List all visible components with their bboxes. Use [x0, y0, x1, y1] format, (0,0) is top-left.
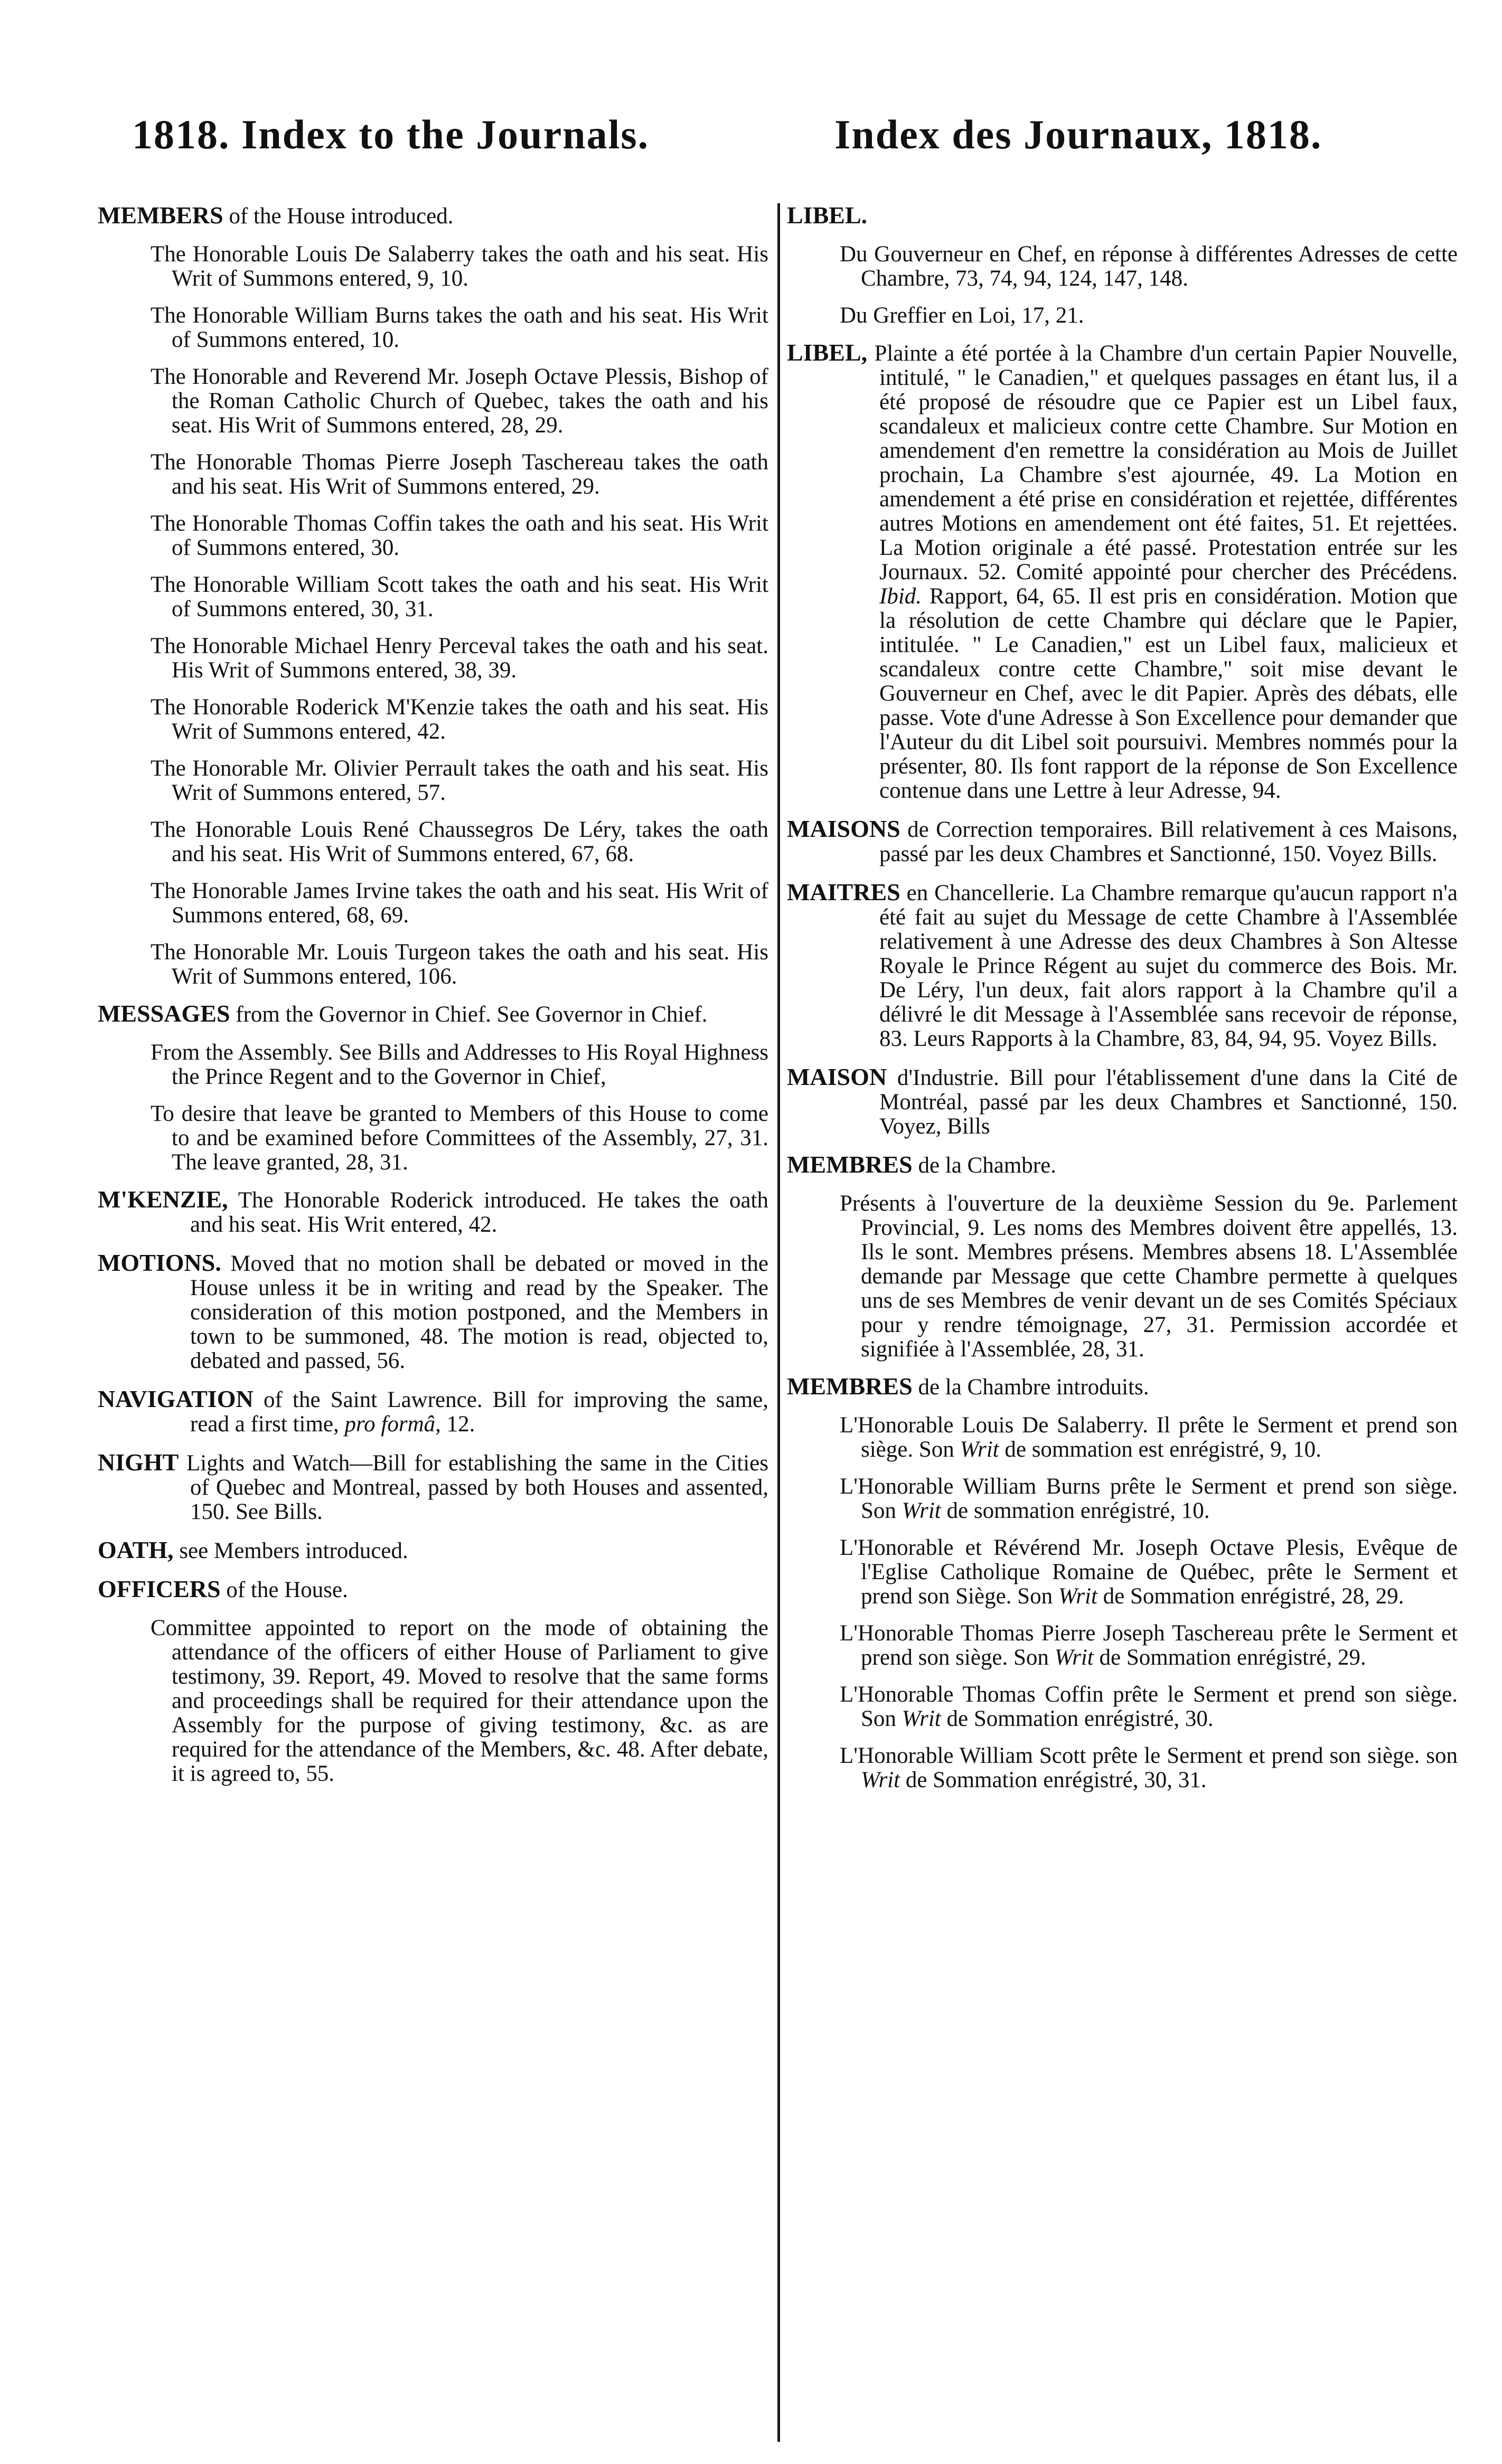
- entry-keyword: OFFICERS: [98, 1575, 221, 1602]
- sub-entry: From the Assembly. See Bills and Addresses to His Royal Highness the Prince Regent and to the Governor in Chief,: [151, 1040, 768, 1089]
- sub-entry: Du Gouverneur en Chef, en réponse à différentes Adresses de cette Chambre, 73, 74, 94, 124, 147, 148.: [840, 242, 1458, 291]
- sub-entry: Présents à l'ouverture de la deuxième Session du 9e. Parlement Provincial, 9. Les noms des Membres doivent être appellés, 13. Ils le sont. Membres présens. Membres absens 18. L'Assemblée demande par Message que cette Chambre permette à quelques uns de ses Membres de venir devant un de ses Comités Spéciaux pour y rendre témoignage, 27, 31. Permission accordée et signifiée à l'Assemblée, 28, 31.: [840, 1191, 1458, 1362]
- entry-text: of the Saint Lawrence. Bill for improving the same, read a first time,: [190, 1387, 768, 1437]
- sub-entry: The Honorable William Scott takes the oath and his seat. His Writ of Summons entered, 30, 31.: [151, 572, 768, 621]
- sub-entry-text: L'Honorable Thomas Coffin prête le Serment et prend son siège. Son: [840, 1682, 1458, 1731]
- sub-entry-text-end: de Sommation enrégistré, 28, 29.: [1097, 1584, 1404, 1609]
- sub-entry: [787, 1536, 1458, 1609]
- entry-motions: [98, 1251, 768, 1373]
- entry-text: Plainte a été portée à la Chambre d'un certain Papier Nouvelle, intitulé, " le Canadien," et quelques passages en étant lus, il a été proposé de résoudre que ce Papier est un Libel faux, scandaleux et malicieux contre cette Chambre. Sur Motion en amendement d'en remettre la considération au Mois de Juillet prochain, La Chambre s'est ajournée, 49. La Motion en amendement a été prise en considération et rejettée, différentes autres Motions en amendement ont été faites, 51. Et rejettées. La Motion originale a été passé. Protestation entrée sur les Journaux. 52. Comité appointé pour chercher des Précédens.: [867, 341, 1458, 584]
- right-running-title: Index des Journaux, 1818.: [834, 111, 1322, 157]
- sub-entry: Du Greffier en Loi, 17, 21.: [840, 303, 1084, 328]
- left-column: [98, 203, 768, 1799]
- sub-entry-text-end: de Sommation enrégistré, 29.: [1093, 1645, 1366, 1670]
- sub-entry: To desire that leave be granted to Members of this House to come to and be examined before Committees of the Assembly, 27, 31. The leave granted, 28, 31.: [151, 1101, 768, 1175]
- sub-entry-text: L'Honorable William Burns prête le Serment et prend son siège. Son: [840, 1474, 1458, 1523]
- entry-text: Lights and Watch—Bill for establishing the same in the Cities of Quebec and Montreal, passed by both Houses and assented, 150. See Bills.: [179, 1451, 768, 1524]
- column-divider: [777, 203, 780, 2442]
- entry-keyword: MEMBRES: [787, 1151, 913, 1178]
- sub-entry: The Honorable Roderick M'Kenzie takes the oath and his seat. His Writ of Summons entered, 42.: [151, 695, 768, 744]
- entry-keyword: MEMBERS: [98, 202, 223, 229]
- entry-text: en Chancellerie. La Chambre remarque qu'aucun rapport n'a été fait au sujet du Message de cette Chambre à l'Assemblée relativement à une Adresse des deux Chambres à Son Altesse Royale le Prince Régent au sujet du commerce des Bois. Mr. De Léry, l'un deux, fait alors rapport à la Chambre qu'il a délivré le dit Message à l'Assemblée sans recevoir de réponse, 83. Leurs Rapports à la Chambre, 83, 84, 94, 95. Voyez Bills.: [879, 881, 1458, 1051]
- entry-mkenzie: [98, 1187, 768, 1237]
- sub-entry: Committee appointed to report on the mode of obtaining the attendance of the officers of either House of Parliament to give testimony, 39. Report, 49. Moved to resolve that the same forms and proceedings shall be required for their attendance upon the Assembly for the purpose of giving testimony, &c. as are required for the attendance of the Members, &c. 48. After debate, it is agreed to, 55.: [151, 1616, 768, 1786]
- entry-keyword: MOTIONS.: [98, 1249, 221, 1276]
- entry-keyword: LIBEL.: [787, 202, 868, 229]
- entry-keyword: NIGHT: [98, 1449, 179, 1476]
- entry-text: de la Chambre.: [912, 1153, 1056, 1178]
- entry-keyword: MAITRES: [787, 879, 900, 905]
- entry-maison: [787, 1065, 1458, 1139]
- sub-entry: The Honorable Thomas Pierre Joseph Taschereau takes the oath and his seat. His Writ of Summons entered, 29.: [151, 450, 768, 499]
- sub-entry-italic: Writ: [960, 1437, 999, 1462]
- entry-keyword: OATH,: [98, 1536, 174, 1563]
- sub-entry: [787, 1413, 1458, 1462]
- entry-keyword: NAVIGATION: [98, 1385, 254, 1412]
- entry-keyword: MEMBRES: [787, 1373, 913, 1400]
- entry-text-end: Rapport, 64, 65. Il est pris en considération. Motion que la résolution de cette Chambre qui déclare que le Papier, intitulée. " Le Canadien," est un Libel faux, malicieux et scandaleux contre cette Chambre," soit mise devant le Gouverneur en Chef, avec le dit Papier. Après des débats, elle passe. Vote d'une Adresse à Son Excellence pour demander que l'Auteur du dit Libel soit poursuivi. Membres nommés pour la présenter, 80. Ils font rapport de la réponse de Son Excellence contenue dans une Lettre à leur Adresse, 94.: [879, 584, 1458, 803]
- sub-entry: The Honorable Mr. Olivier Perrault takes the oath and his seat. His Writ of Summons entered, 57.: [151, 756, 768, 805]
- sub-entry: The Honorable James Irvine takes the oath and his seat. His Writ of Summons entered, 68, 69.: [151, 879, 768, 928]
- left-running-title: 1818. Index to the Journals.: [132, 111, 650, 157]
- sub-entry: The Honorable Michael Henry Perceval takes the oath and his seat. His Writ of Summons entered, 38, 39.: [151, 634, 768, 683]
- entry-italic: pro formâ: [344, 1412, 436, 1437]
- entry-heading-text: of the House introduced.: [223, 204, 454, 229]
- sub-entry-italic: Writ: [902, 1706, 941, 1731]
- entry-text: of the House.: [220, 1578, 348, 1602]
- entry-text: d'Industrie. Bill pour l'établissement d'une dans la Cité de Montréal, passé par les deux Chambres et Sanctionné, 150. Voyez, Bills: [879, 1065, 1458, 1139]
- sub-entry: The Honorable Louis René Chaussegros De Léry, takes the oath and his seat. His Writ of Summons entered, 67, 68.: [151, 817, 768, 866]
- sub-entry: The Honorable Mr. Louis Turgeon takes the oath and his seat. His Writ of Summons entered, 106.: [151, 940, 768, 989]
- entry-keyword: MESSAGES: [98, 1000, 230, 1027]
- entry-messages: [98, 1002, 768, 1027]
- entry-membres-introduits: [787, 1374, 1458, 1400]
- sub-entry-italic: Writ: [1054, 1645, 1094, 1670]
- entry-heading: [98, 203, 768, 229]
- entry-text: de Correction temporaires. Bill relativement à ces Maisons, passé par les deux Chambres et Sanctionné, 150. Voyez Bills.: [879, 817, 1458, 866]
- sub-entry-text: L'Honorable Thomas Pierre Joseph Taschereau prête le Serment et prend son siège. Son: [840, 1621, 1458, 1670]
- entry-text-end: , 12.: [435, 1412, 475, 1437]
- sub-entry-text: L'Honorable William Scott prête le Serment et prend son siège. son: [840, 1743, 1458, 1768]
- page-header: [98, 111, 1452, 169]
- entry-libel-complaint: [787, 341, 1458, 803]
- sub-entry-text-end: de Sommation enrégistré, 30, 31.: [900, 1768, 1207, 1792]
- sub-entry-italic: Writ: [1058, 1584, 1097, 1609]
- entry-oath: [98, 1538, 768, 1563]
- entry-keyword: M'KENZIE,: [98, 1186, 228, 1213]
- entry-text: The Honorable Roderick introduced. He takes the oath and his seat. His Writ entered, 42.: [190, 1188, 768, 1237]
- sub-entry: [787, 1683, 1458, 1731]
- sub-entry-italic: Writ: [902, 1498, 941, 1523]
- entry-text: from the Governor in Chief. See Governor in Chief.: [230, 1002, 708, 1027]
- sub-entry-text-end: de Sommation enrégistré, 30.: [941, 1706, 1214, 1731]
- sub-entry: [787, 1744, 1458, 1792]
- entry-text: de la Chambre introduits.: [912, 1375, 1149, 1400]
- entry-membres: [787, 1153, 1458, 1178]
- sub-entry: The Honorable William Burns takes the oath and his seat. His Writ of Summons entered, 10.: [151, 303, 768, 352]
- entry-keyword: LIBEL,: [787, 339, 868, 366]
- sub-entry-text: L'Honorable et Révérend Mr. Joseph Octave Plesis, Evêque de l'Eglise Catholique Romaine de Québec, prête le Serment et prend son Siège. Son: [840, 1535, 1458, 1609]
- sub-entry-text: L'Honorable Louis De Salaberry. Il prête le Serment et prend son siège. Son: [840, 1413, 1458, 1462]
- entry-keyword: MAISON: [787, 1063, 887, 1090]
- right-column: [787, 203, 1458, 1805]
- entry-officers: [98, 1577, 768, 1602]
- sub-entry-text-end: de sommation enrégistré, 10.: [941, 1498, 1210, 1523]
- sub-entry: [787, 1621, 1458, 1670]
- entry-maitres: [787, 880, 1458, 1051]
- sub-entry-italic: Writ: [861, 1768, 900, 1792]
- entry-night: [98, 1450, 768, 1524]
- sub-entry: The Honorable and Reverend Mr. Joseph Octave Plessis, Bishop of the Roman Catholic Church of Quebec, takes the oath and his seat. His Writ of Summons entered, 28, 29.: [151, 364, 768, 438]
- sub-entry-text-end: de sommation est enrégistré, 9, 10.: [999, 1437, 1321, 1462]
- sub-entry: The Honorable Louis De Salaberry takes the oath and his seat. His Writ of Summons entered, 9, 10.: [151, 242, 768, 291]
- entry-keyword: MAISONS: [787, 815, 900, 842]
- entry-text: see Members introduced.: [173, 1538, 408, 1563]
- entry-navigation: [98, 1387, 768, 1437]
- entry-maisons: [787, 817, 1458, 866]
- entry-text: Moved that no motion shall be debated or moved in the House unless it be in writing and read by the Speaker. The consideration of this motion postponed, and the Members in town to be summoned, 48. The motion is read, objected to, debated and passed, 56.: [190, 1251, 768, 1373]
- entry-italic: Ibid.: [879, 584, 922, 609]
- sub-entry: The Honorable Thomas Coffin takes the oath and his seat. His Writ of Summons entered, 30.: [151, 511, 768, 560]
- entry-members: [98, 203, 768, 229]
- entry-libel: [787, 203, 1458, 229]
- sub-entry: [787, 1475, 1458, 1523]
